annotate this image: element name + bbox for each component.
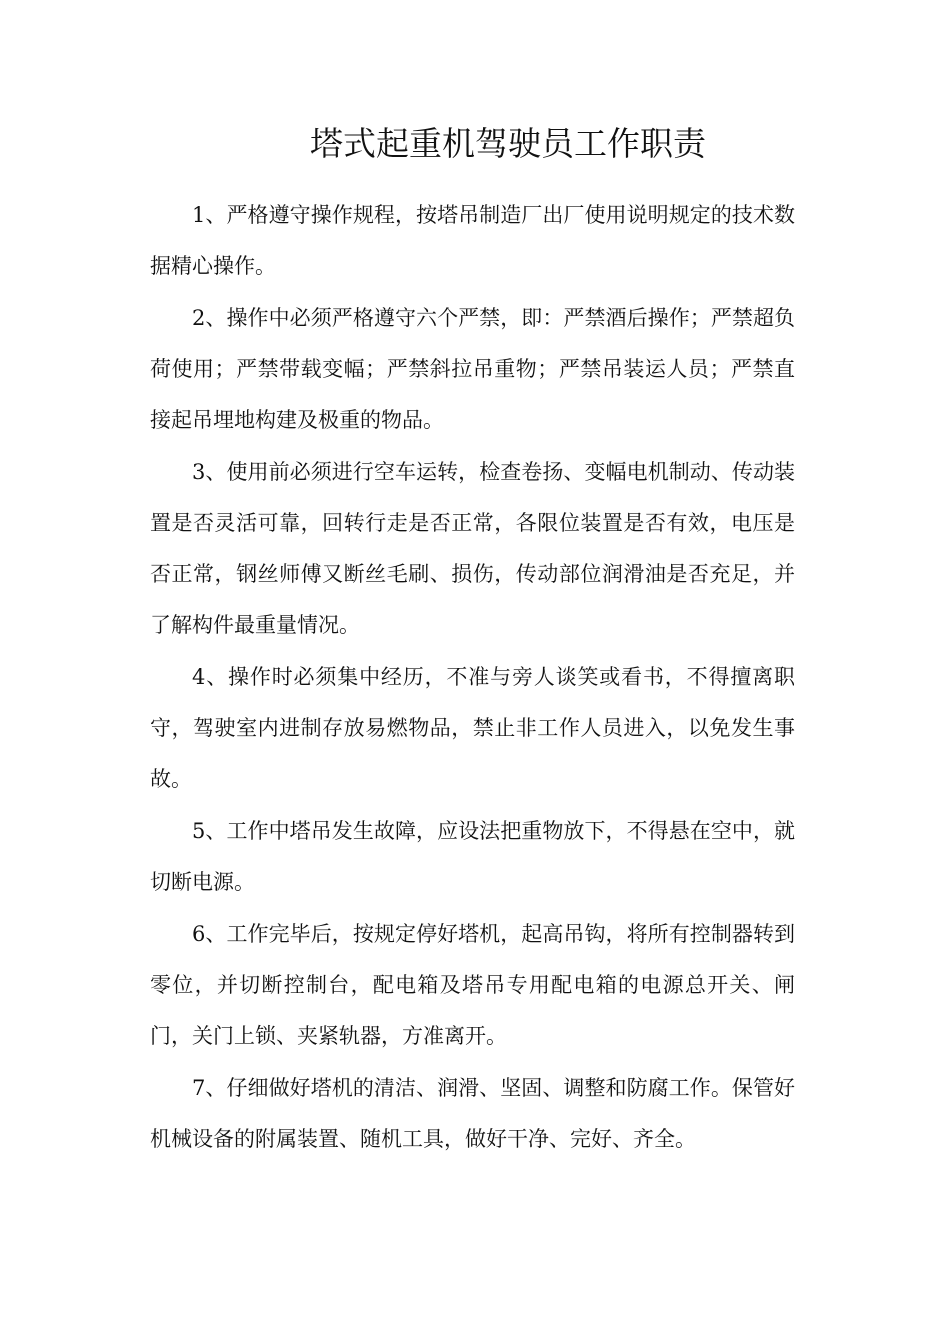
duty-paragraph-4: 4、操作时必须集中经历，不准与旁人谈笑或看书，不得擅离职守，驾驶室内进制存放易燃物品，禁止非工作人员进入，以免发生事故。: [150, 665, 795, 791]
duty-paragraph-7: 7、仔细做好塔机的清洁、润滑、坚固、调整和防腐工作。保管好机械设备的附属装置、随机工具，做好干净、完好、齐全。: [150, 1076, 795, 1151]
duty-paragraph-1: 1、严格遵守操作规程，按塔吊制造厂出厂使用说明规定的技术数据精心操作。: [150, 203, 795, 278]
duty-paragraph-5: 5、工作中塔吊发生故障，应设法把重物放下，不得悬在空中，就切断电源。: [150, 819, 795, 894]
duty-paragraph-2: 2、操作中必须严格遵守六个严禁，即：严禁酒后操作；严禁超负荷使用；严禁带载变幅；严禁斜拉吊重物；严禁吊装运人员；严禁直接起吊埋地构建及极重的物品。: [150, 306, 795, 432]
duty-paragraph-3: 3、使用前必须进行空车运转，检查卷扬、变幅电机制动、传动装置是否灵活可靠，回转行走是否正常，各限位装置是否有效，电压是否正常，钢丝师傅又断丝毛刷、损伤，传动部位润滑油是否充足，并了解构件最重量情况。: [150, 460, 795, 637]
duty-paragraph-6: 6、工作完毕后，按规定停好塔机，起高吊钩，将所有控制器转到零位，并切断控制台，配电箱及塔吊专用配电箱的电源总开关、闸门，关门上锁、夹紧轨器，方准离开。: [150, 922, 795, 1048]
document-body: [150, 190, 795, 1165]
document-title: 塔式起重机驾驶员工作职责: [310, 124, 706, 163]
